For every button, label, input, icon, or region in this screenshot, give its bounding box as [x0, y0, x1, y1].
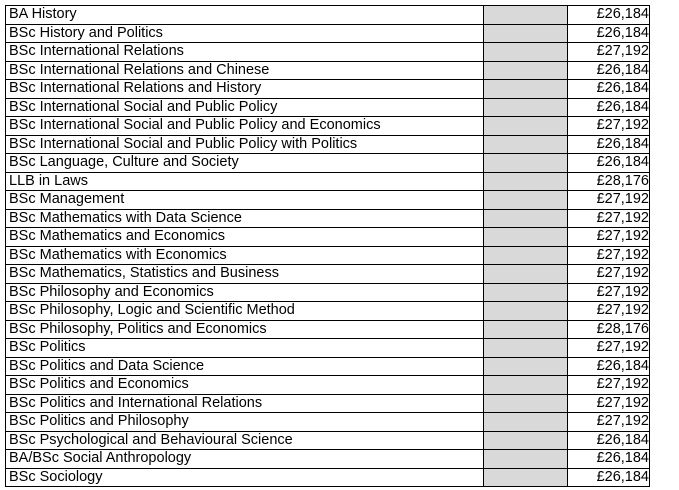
course-name-cell: BSc Philosophy and Economics — [6, 283, 484, 302]
table-row — [6, 135, 650, 154]
shaded-cell — [484, 98, 568, 117]
table-row — [6, 228, 650, 247]
shaded-cell — [484, 191, 568, 210]
fee-cell: £27,192 — [568, 283, 650, 302]
shaded-cell — [484, 117, 568, 136]
shaded-cell — [484, 376, 568, 395]
course-name-cell: BSc International Social and Public Policy and Economics — [6, 117, 484, 136]
shaded-cell — [484, 246, 568, 265]
course-name-cell: BA History — [6, 6, 484, 25]
shaded-cell — [484, 283, 568, 302]
table-row — [6, 265, 650, 284]
table-row — [6, 376, 650, 395]
course-name-cell: BSc Mathematics, Statistics and Business — [6, 265, 484, 284]
shaded-cell — [484, 209, 568, 228]
course-name-cell: BSc Mathematics with Economics — [6, 246, 484, 265]
fee-cell: £26,184 — [568, 135, 650, 154]
table-row — [6, 24, 650, 43]
table-row — [6, 6, 650, 25]
course-name-cell: BSc Politics — [6, 339, 484, 358]
shaded-cell — [484, 394, 568, 413]
course-name-cell: BSc Mathematics and Economics — [6, 228, 484, 247]
table-row — [6, 117, 650, 136]
table-row — [6, 172, 650, 191]
shaded-cell — [484, 431, 568, 450]
fee-cell: £27,192 — [568, 302, 650, 321]
table-row — [6, 394, 650, 413]
table-row — [6, 98, 650, 117]
table-row — [6, 246, 650, 265]
course-name-cell: BSc Politics and Economics — [6, 376, 484, 395]
course-name-cell: BSc Politics and Philosophy — [6, 413, 484, 432]
table-row — [6, 450, 650, 469]
course-name-cell: BSc Sociology — [6, 468, 484, 487]
course-name-cell: BSc History and Politics — [6, 24, 484, 43]
table-row — [6, 302, 650, 321]
shaded-cell — [484, 6, 568, 25]
course-name-cell: BA/BSc Social Anthropology — [6, 450, 484, 469]
fee-cell: £27,192 — [568, 228, 650, 247]
fee-cell: £28,176 — [568, 320, 650, 339]
fee-cell: £26,184 — [568, 431, 650, 450]
course-name-cell: BSc Politics and Data Science — [6, 357, 484, 376]
shaded-cell — [484, 265, 568, 284]
table-row — [6, 431, 650, 450]
course-name-cell: BSc Politics and International Relations — [6, 394, 484, 413]
fee-cell: £26,184 — [568, 61, 650, 80]
table-row — [6, 413, 650, 432]
shaded-cell — [484, 468, 568, 487]
course-name-cell: BSc International Social and Public Policy — [6, 98, 484, 117]
fee-cell: £27,192 — [568, 394, 650, 413]
shaded-cell — [484, 339, 568, 358]
shaded-cell — [484, 135, 568, 154]
table-row — [6, 191, 650, 210]
fee-cell: £26,184 — [568, 357, 650, 376]
table-row — [6, 80, 650, 99]
fee-cell: £27,192 — [568, 376, 650, 395]
table-row — [6, 468, 650, 487]
course-name-cell: LLB in Laws — [6, 172, 484, 191]
course-name-cell: BSc Psychological and Behavioural Science — [6, 431, 484, 450]
fee-cell: £27,192 — [568, 413, 650, 432]
fees-table-body — [6, 6, 650, 487]
fee-cell: £26,184 — [568, 450, 650, 469]
fees-table — [5, 5, 650, 487]
fee-cell: £27,192 — [568, 209, 650, 228]
shaded-cell — [484, 154, 568, 173]
shaded-cell — [484, 172, 568, 191]
fee-cell: £27,192 — [568, 117, 650, 136]
fee-cell: £26,184 — [568, 98, 650, 117]
shaded-cell — [484, 24, 568, 43]
shaded-cell — [484, 450, 568, 469]
fee-cell: £27,192 — [568, 339, 650, 358]
fee-cell: £26,184 — [568, 154, 650, 173]
table-row — [6, 357, 650, 376]
shaded-cell — [484, 228, 568, 247]
course-name-cell: BSc International Social and Public Policy with Politics — [6, 135, 484, 154]
shaded-cell — [484, 80, 568, 99]
fee-cell: £27,192 — [568, 246, 650, 265]
shaded-cell — [484, 43, 568, 62]
fee-cell: £26,184 — [568, 468, 650, 487]
course-name-cell: BSc Management — [6, 191, 484, 210]
shaded-cell — [484, 61, 568, 80]
fee-cell: £26,184 — [568, 24, 650, 43]
table-row — [6, 43, 650, 62]
fee-cell: £28,176 — [568, 172, 650, 191]
table-row — [6, 283, 650, 302]
course-name-cell: BSc Mathematics with Data Science — [6, 209, 484, 228]
course-name-cell: BSc International Relations and History — [6, 80, 484, 99]
shaded-cell — [484, 302, 568, 321]
course-name-cell: BSc International Relations and Chinese — [6, 61, 484, 80]
fee-cell: £27,192 — [568, 43, 650, 62]
course-name-cell: BSc Philosophy, Politics and Economics — [6, 320, 484, 339]
table-row — [6, 320, 650, 339]
shaded-cell — [484, 320, 568, 339]
fee-cell: £27,192 — [568, 191, 650, 210]
table-row — [6, 61, 650, 80]
fee-cell: £27,192 — [568, 265, 650, 284]
shaded-cell — [484, 357, 568, 376]
course-name-cell: BSc Language, Culture and Society — [6, 154, 484, 173]
table-row — [6, 339, 650, 358]
course-name-cell: BSc Philosophy, Logic and Scientific Method — [6, 302, 484, 321]
course-name-cell: BSc International Relations — [6, 43, 484, 62]
table-row — [6, 154, 650, 173]
fee-cell: £26,184 — [568, 6, 650, 25]
fee-cell: £26,184 — [568, 80, 650, 99]
shaded-cell — [484, 413, 568, 432]
table-row — [6, 209, 650, 228]
